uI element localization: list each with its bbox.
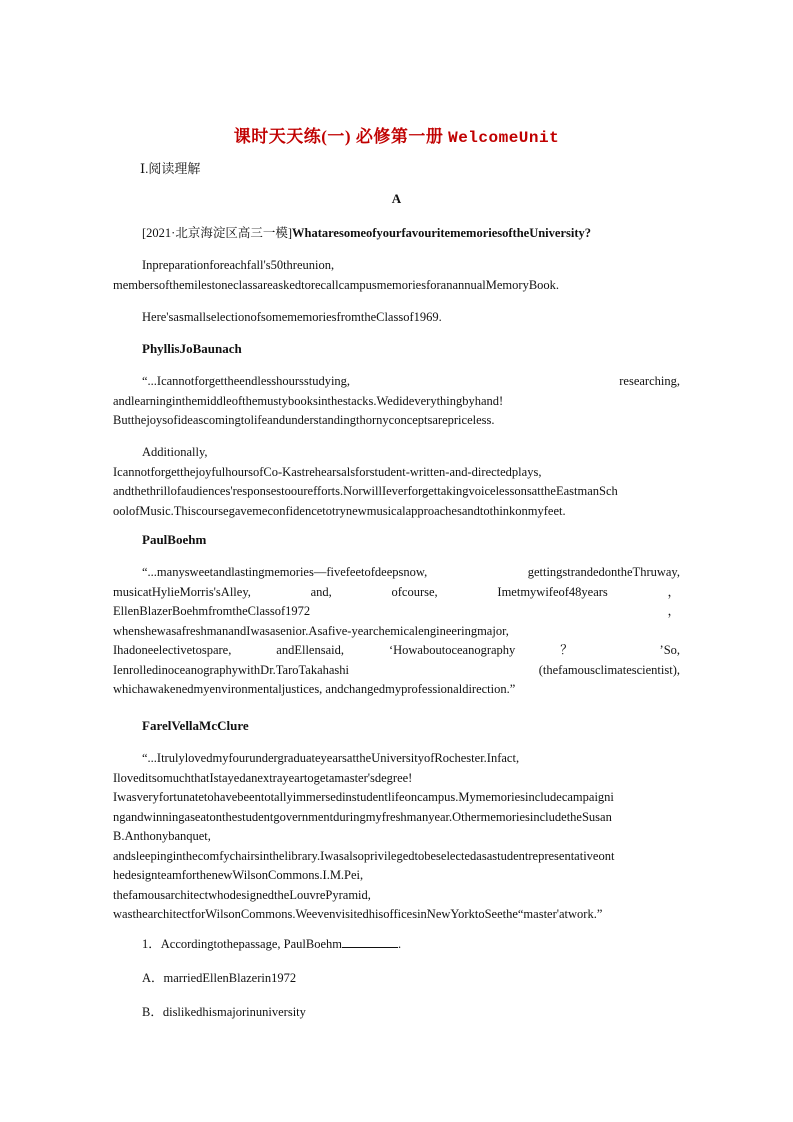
option-b[interactable]: B．dislikedhismajorinuniversity: [142, 1005, 306, 1019]
paragraph-text: Here'sasmallselectionofsomememoriesfromtheClassof1969.: [142, 310, 442, 324]
author-name-farel: FarelVellaMcClure: [142, 718, 249, 733]
paragraph-2: [113, 308, 680, 328]
intro-question: WhataresomeofyourfavouritememoriesoftheUniversity?: [292, 226, 591, 240]
passage-label: A: [391, 191, 402, 206]
answer-blank[interactable]: [342, 935, 398, 948]
page-title: [0, 122, 793, 147]
question-1: 1．Accordingtothepassage, PaulBoehm .: [142, 937, 402, 951]
farel-memory: “...ItrulylovedmyfourundergraduateyearsattheUniversityofRochester.Infact, IloveditsomuchthatIstayedanextrayeartogetamaster'sdegree! Iwasveryfortunatetohavebeentotallyimmersedinstudentlifeoncampus.Mymemoriesincludecampaigni ngandwinningaseatonthestudentgovernmentduringmyfreshmanyear.OthermemoriesincludetheSusan B.Anthonybanquet, andsleepinginthecomfychairsinthelibrary.Iwasalsoprivilegedtobeselectedasastudentrepresentativeont hedesignteamforthenewWilsonCommons.I.M.Pei, thefamousarchitectwhodesignedtheLouvrePyramid, wasthearchitectforWilsonCommons.WeevenvisitedhisofficesinNewYorktoSeethe“master'atwork.”: [113, 751, 615, 921]
source-tag: [2021·北京海淀区高三一模]: [142, 226, 292, 240]
title-english: WelcomeUnit: [448, 129, 560, 147]
section-heading: Ⅰ.阅读理解: [140, 161, 201, 176]
phyllis-memory: “...Icannotforgettheendlesshoursstudying, researching, andlearninginthemiddleofthemustybooksinthestacks.Wedideverythingbyhand! Butthejoysofideascomingtolifeandunderstandingthornyconceptsarepriceless.: [113, 374, 680, 427]
paul-memory: “...manysweetandlastingmemories—fivefeetofdeepsnow, gettingstrandedontheThruway, musicatHylieMorris'sAlley, and, ofcourse, Imetmywifeof48years ， EllenBlazerBoehmfromtheClassof1972 ， whenshewasafreshmanandIwasasenior.Asafive-yearchemicalengineeringmajor, Ihadoneelectivetospare, andEllensaid, ‘Howaboutoceanography ？ ’So, IenrolledinoceanographywithDr.TaroTakahashi (thefamousclimatescientist), whichawakenedmyenvironmentaljustices, andchangedmyprofessionaldirection.”: [113, 565, 681, 696]
question-number: 1．: [142, 937, 161, 951]
author-name-phyllis: PhyllisJoBaunach: [142, 341, 242, 356]
intro: [113, 224, 680, 244]
paragraph-text: Inpreparationforeachfall's50threunion, membersofthemilestoneclassareaskedtorecallcampusmemoriesforanannualMemoryBook.: [113, 258, 560, 292]
option-a[interactable]: A．marriedEllenBlazerin1972: [142, 971, 297, 985]
author-name-paul: PaulBoehm: [142, 532, 207, 547]
paragraph-1: [113, 256, 680, 295]
question-text: Accordingtothepassage, PaulBoehm: [160, 937, 342, 951]
phyllis-memory-2: Additionally, IcannotforgetthejoyfulhoursofCo-Kastrehearsalsforstudent-written-and-directedplays, andthethrillofaudiences'responsestoourefforts.NorwillIeverforgettakingvoicelessonsattheEastmanSch oolofMusic.Thiscoursegavemeconfidencetotrynewmusicalapproachesandtothinkonmyfeet.: [113, 445, 618, 518]
title-chinese: 课时天天练(一) 必修第一册: [233, 127, 444, 146]
